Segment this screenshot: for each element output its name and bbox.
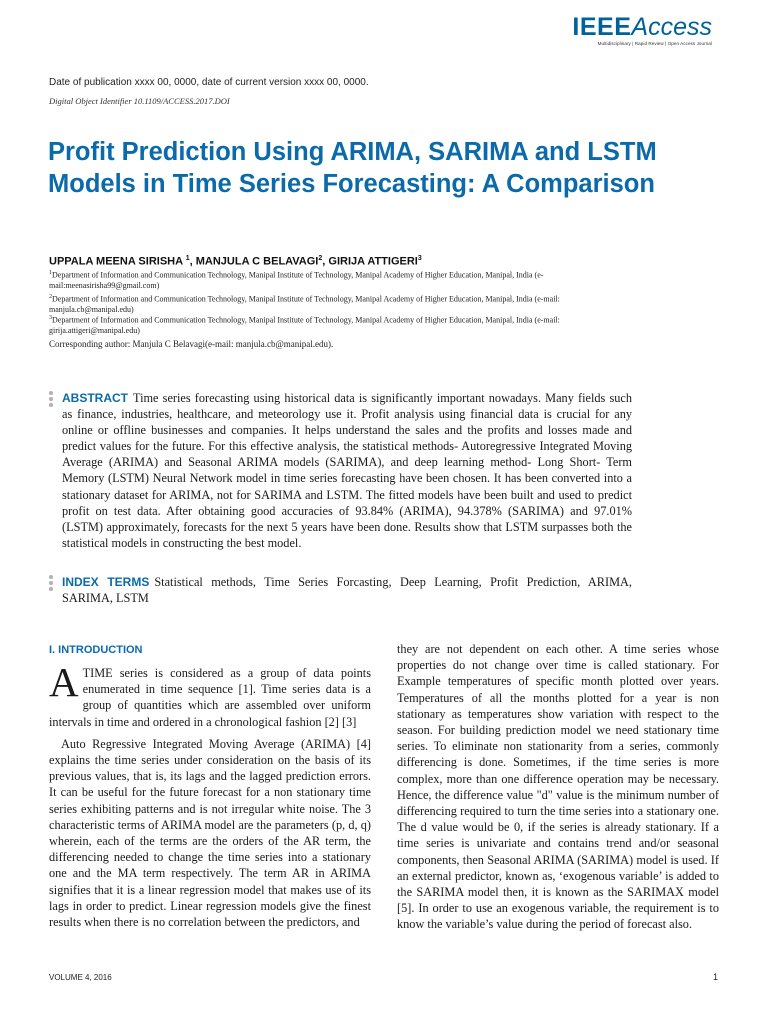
author-separator: , <box>322 255 329 268</box>
affiliation-text: Department of Information and Communication Technology, Manipal Institute of Technology, Manipal Academy of Higher Education, Manipal, India (e-mail:meenasirisha99@gmail.com) <box>49 270 544 291</box>
right-column <box>397 641 719 933</box>
ieee-access-logo <box>572 14 712 46</box>
affiliation-sup: 1 <box>49 270 52 276</box>
index-terms-label: INDEX TERMS <box>62 575 150 589</box>
corresponding-author: Corresponding author: Manjula C Belavagi(e-mail: manjula.cb@manipal.edu). <box>49 339 334 349</box>
index-terms-dots-icon <box>49 575 53 593</box>
author-sup: 3 <box>417 255 422 262</box>
intro-paragraph-1 <box>49 659 371 730</box>
logo-brand-italic: Access <box>631 13 712 41</box>
logo-tagline: Multidisciplinary | Rapid Review | Open Access Journal <box>597 41 712 46</box>
page-number: 1 <box>712 972 718 982</box>
author-name: UPPALA MEENA SIRISHA <box>49 255 183 268</box>
abstract-dots-icon <box>49 391 53 409</box>
intro-paragraph-1-text: TIME series is considered as a group of data points enumerated in time sequence [1]. Time series data is a group of quantities which are assembled over uniform intervals in time and ordered in a chronological fashion [2] [3] <box>49 666 371 729</box>
author-sup: 1 <box>185 255 190 262</box>
abstract-text: Time series forecasting using historical data is significantly important nowadays. Many fields such as finance, industries, healthcare, and meteorology use it. Profit analysis using financial data is crucial for any online or offline businesses and companies. It helps understand the sales and the profits and losses made and predict values for the future. For this effective analysis, the statistical methods- Autoregressive Integrated Moving Average (ARIMA) and Seasonal ARIMA models (SARIMA), and deep learning method- Long Short- Term Memory (LSTM) Neural Network model in time series forecasting have been chosen. It has been converted into a stationary dataset for ARIMA, not for SARIMA and LSTM. The fitted models have been built and used to predict profit on test data. After obtaining good accuracies of 93.84% (ARIMA), 94.378% (SARIMA) and 97.01% (LSTM) approximately, forecasts for the next 5 years have been done. Results show that LSTM surpasses both the statistical models in constructing the best model. <box>62 391 632 550</box>
doi-line: Digital Object Identifier 10.1109/ACCESS.2017.DOI <box>49 96 230 106</box>
author-list <box>49 255 422 268</box>
index-terms-text: Statistical methods, Time Series Forcasting, Deep Learning, Profit Prediction, ARIMA, SARIMA, LSTM <box>62 575 632 606</box>
index-terms <box>62 574 632 607</box>
paper-title: Profit Prediction Using ARIMA, SARIMA and LSTM Models in Time Series Forecasting: A Comparison <box>48 138 657 198</box>
abstract-label: ABSTRACT <box>62 391 128 405</box>
affiliation-sup: 2 <box>49 294 52 300</box>
intro-paragraph-2: Auto Regressive Integrated Moving Average (ARIMA) [4] explains the time series under consideration on the basis of its previous values, that is, its lags and the lagged prediction errors. It can be useful for the future forecast for a non stationary time series exhibiting patterns and is not irregular white noise. The 3 characteristic terms of ARIMA model are the parameters (p, d, q) wherein, each of the terms are the orders of the AR term, the differencing needed to change the time series into a stationary one and the MA term respectively. The term AR in ARIMA signifies that it is a linear regression model that makes use of its lags in order to predict. Linear regression models give the finest results when there is no correlation between the predictors, and <box>49 736 371 930</box>
footer-volume: VOLUME 4, 2016 <box>49 973 112 982</box>
author-name: GIRIJA ATTIGERI <box>328 255 418 268</box>
abstract <box>62 390 632 551</box>
author-sup: 2 <box>318 255 323 262</box>
logo-brand-bold: IEEE <box>572 13 632 41</box>
left-column <box>49 659 371 930</box>
logo-brand <box>572 14 712 40</box>
affiliation <box>49 268 629 292</box>
affiliation-text: Department of Information and Communication Technology, Manipal Institute of Technology, Manipal Academy of Higher Education, Manipal, India (e-mail: girija.attigeri@manipal.edu) <box>49 315 560 336</box>
affiliation-text: Department of Information and Communication Technology, Manipal Institute of Technology, Manipal Academy of Higher Education, Manipal, India (e-mail: manjula.cb@manipal.edu) <box>49 294 560 315</box>
drop-cap: A <box>49 659 79 705</box>
publication-date: Date of publication xxxx 00, 0000, date of current version xxxx 00, 0000. <box>49 77 369 88</box>
affiliation-sup: 3 <box>49 315 52 321</box>
author-name: MANJULA C BELAVAGI <box>195 255 319 268</box>
affiliation <box>49 313 629 337</box>
author-separator: , <box>189 255 196 268</box>
intro-paragraph-3: they are not dependent on each other. A time series whose properties do not change over time is called stationary. For Example temperatures of specific month plotted over years. Temperatures of all the months plotted for a year is non stationary as temperatures show variation with respect to the season. For building prediction model we need stationary time series. To eliminate non stationarity from a series, commonly differencing is done. Sometimes, if the time series is more complex, more than one difference operation may be necessary. Hence, the difference value "d" value is the minimum number of differencing required to turn the time series into a stationary one. The d value would be 0, if the series is already stationary. If a time series is univariate and contains trend and/or seasonal components, then Seasonal ARIMA (SARIMA) model is used. If an external predictor, known as, ‘exogenous variable’ is added to the SARIMA model then, it is known as the SARIMAX model [5]. In order to use an exogenous variable, the requirement is to know the variable’s value during the period of forecast also. <box>397 642 719 932</box>
section-heading: I. INTRODUCTION <box>49 644 143 656</box>
